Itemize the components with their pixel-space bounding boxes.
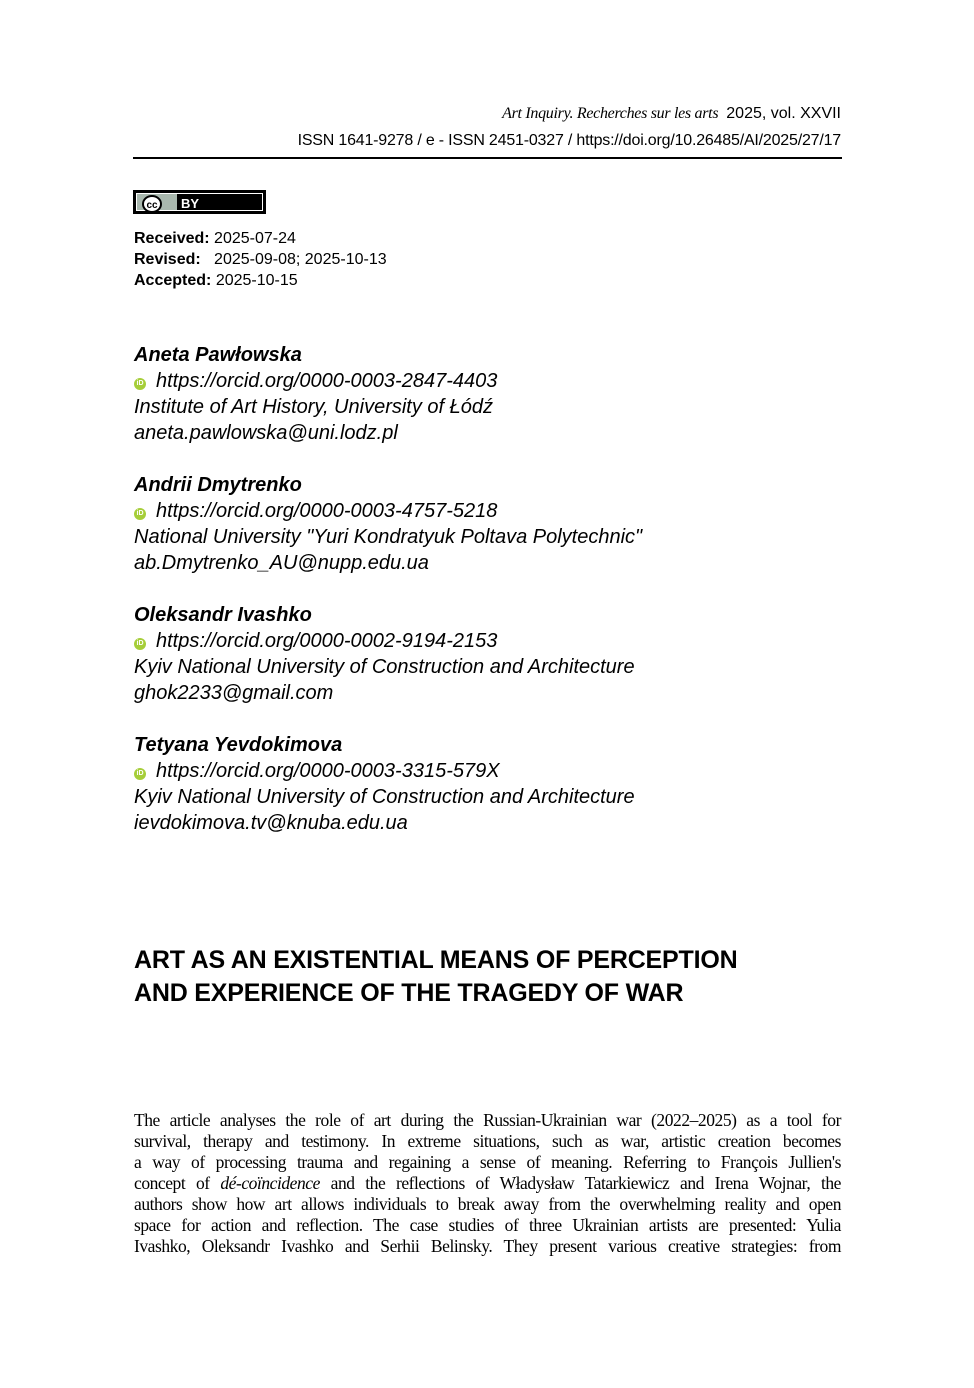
title-line: AND EXPERIENCE OF THE TRAGEDY OF WAR <box>134 979 684 1007</box>
abstract <box>134 1110 841 1257</box>
article-dates <box>134 228 387 291</box>
abstract-line: a way of processing trauma and regaining a sense of meaning. Referring to François Jullien's <box>134 1152 841 1172</box>
abstract-line <box>134 1173 841 1194</box>
article-title <box>134 944 737 1010</box>
author-block <box>134 342 497 446</box>
orcid-link[interactable]: https://orcid.org/0000-0003-3315-579X <box>156 760 500 782</box>
author-name: Andrii Dmytrenko <box>134 474 302 496</box>
orcid-link[interactable]: https://orcid.org/0000-0003-2847-4403 <box>156 370 498 392</box>
orcid-link[interactable]: https://orcid.org/0000-0002-9194-2153 <box>156 630 498 652</box>
author-name: Oleksandr Ivashko <box>134 604 312 626</box>
accepted-date: 2025-10-15 <box>215 272 298 289</box>
author-email[interactable]: aneta.pawlowska@uni.lodz.pl <box>134 422 398 444</box>
header-rule <box>133 157 842 159</box>
author-email[interactable]: ievdokimova.tv@knuba.edu.ua <box>134 812 408 834</box>
author-block <box>134 732 635 836</box>
author-affiliation: Institute of Art History, University of Łódź <box>134 396 494 418</box>
revised-date: 2025-09-08; 2025-10-13 <box>214 251 387 268</box>
orcid-icon: iD <box>134 638 146 650</box>
abstract-line: survival, therapy and testimony. In extreme situations, such as war, artistic creation becomes <box>134 1131 841 1151</box>
by-label: BY <box>181 196 200 211</box>
abstract-line: Ivashko, Oleksandr Ivashko and Serhii Belinsky. They present various creative strategies: from <box>134 1236 841 1256</box>
author-affiliation: Kyiv National University of Construction and Architecture <box>134 786 635 808</box>
author-email[interactable]: ab.Dmytrenko_AU@nupp.edu.ua <box>134 552 429 574</box>
running-header <box>502 105 841 123</box>
author-affiliation: National University "Yuri Kondratyuk Poltava Polytechnic" <box>134 526 643 548</box>
abstract-italic-term: dé-coïncidence <box>220 1173 320 1193</box>
author-block <box>134 602 635 706</box>
journal-volume: 2025, vol. XXVII <box>726 105 841 122</box>
abstract-text: concept of <box>134 1173 210 1193</box>
author-name: Tetyana Yevdokimova <box>134 734 343 756</box>
abstract-text: and the reflections of Władysław Tatarkiewicz and Irena Wojnar, the <box>330 1173 841 1193</box>
issn-doi-line[interactable]: ISSN 1641-9278 / e - ISSN 2451-0327 / https://doi.org/10.26485/AI/2025/27/17 <box>297 132 841 149</box>
cc-icon: cc <box>142 195 162 213</box>
received-date: 2025-07-24 <box>214 230 296 247</box>
title-line: ART AS AN EXISTENTIAL MEANS OF PERCEPTION <box>134 946 738 974</box>
abstract-line: authors show how art allows individuals to break away from the overwhelming reality and open <box>134 1194 841 1214</box>
author-email[interactable]: ghok2233@gmail.com <box>134 682 334 704</box>
author-affiliation: Kyiv National University of Construction and Architecture <box>134 656 635 678</box>
revised-label: Revised: <box>134 251 201 268</box>
cc-by-license-badge[interactable] <box>133 190 266 214</box>
author-name: Aneta Pawłowska <box>134 344 302 366</box>
abstract-line: space for action and reflection. The case studies of three Ukrainian artists are presented: Yulia <box>134 1215 841 1235</box>
orcid-icon: iD <box>134 508 146 520</box>
orcid-icon: iD <box>134 768 146 780</box>
abstract-line: The article analyses the role of art during the Russian-Ukrainian war (2022–2025) as a tool for <box>134 1110 841 1130</box>
author-block <box>134 472 642 576</box>
received-label: Received: <box>134 230 210 247</box>
journal-name: Art Inquiry. Recherches sur les arts <box>502 105 719 122</box>
accepted-label: Accepted: <box>134 272 212 289</box>
orcid-icon: iD <box>134 378 146 390</box>
orcid-link[interactable]: https://orcid.org/0000-0003-4757-5218 <box>156 500 498 522</box>
